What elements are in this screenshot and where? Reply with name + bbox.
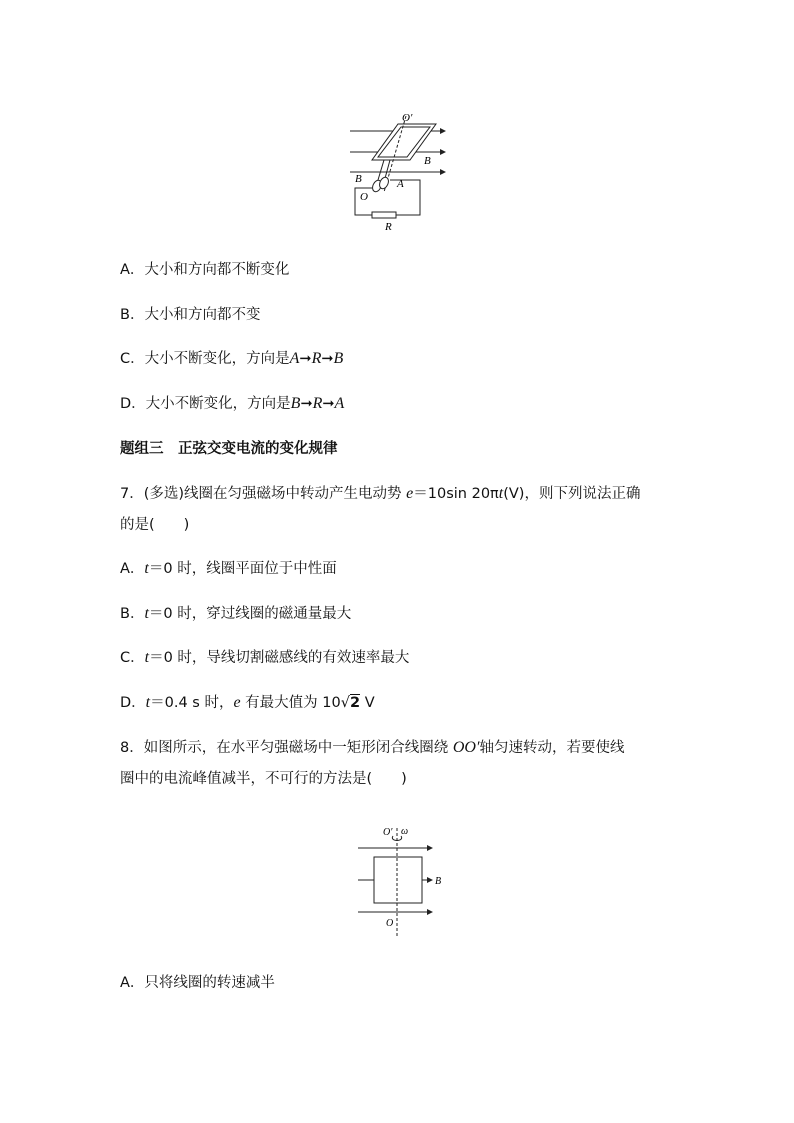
option-text: 有最大值为 10 xyxy=(240,695,341,711)
axis-oo: OO′ xyxy=(452,739,480,756)
var-t: t xyxy=(498,485,504,502)
option-letter: A． xyxy=(120,561,145,577)
option-7b xyxy=(120,603,351,625)
label-b-brush: B xyxy=(355,173,362,185)
sqrt-radicand: 2 xyxy=(350,695,361,711)
var-t: t xyxy=(145,694,151,711)
option-letter: C． xyxy=(120,650,145,666)
resistor xyxy=(372,212,396,218)
label-a-brush: A xyxy=(397,178,404,190)
option-letter: C． xyxy=(120,351,145,367)
coil xyxy=(374,857,422,903)
option-6a xyxy=(120,259,289,281)
coil-diagram xyxy=(350,822,445,942)
section-title: 题组三 正弦交变电流的变化规律 xyxy=(120,441,338,457)
sqrt-icon: √ xyxy=(340,695,350,711)
arrow-icon: ➞ xyxy=(300,396,313,412)
option-letter: D． xyxy=(120,396,146,412)
option-text: ＝0 时，导线切割磁感线的有效速率最大 xyxy=(149,650,410,666)
option-text: 大小和方向都不断变化 xyxy=(144,262,290,278)
option-text: ＝0 时，穿过线圈的磁通量最大 xyxy=(148,606,352,622)
path-mid: R xyxy=(311,350,322,367)
generator-diagram xyxy=(340,108,460,236)
label-r: R xyxy=(385,221,392,233)
arrow-icon: ➞ xyxy=(299,351,312,367)
var-t: t xyxy=(144,560,149,577)
arrow-icon: ➞ xyxy=(322,396,335,412)
var-e: e xyxy=(406,485,414,502)
question-7-line2: 的是( ) xyxy=(120,517,190,533)
option-letter: D． xyxy=(120,695,146,711)
q7-stem-end: ，则下列说法正确 xyxy=(524,486,641,502)
question-7-line1 xyxy=(120,483,640,505)
option-7d xyxy=(120,692,375,714)
path-end: A xyxy=(334,395,345,412)
var-t: t xyxy=(144,605,149,622)
option-text: 大小不断变化，方向是 xyxy=(144,351,290,367)
q7-equation: ＝10sin 20π xyxy=(413,486,499,502)
option-6b xyxy=(120,304,260,326)
option-text: ＝0 时，线圈平面位于中性面 xyxy=(148,561,337,577)
label-o: O xyxy=(360,191,368,203)
option-letter: B． xyxy=(120,606,145,622)
option-8a xyxy=(120,972,275,994)
path-start: B xyxy=(290,395,301,412)
option-text: 大小和方向都不变 xyxy=(144,307,261,323)
arrow-icon: ➞ xyxy=(321,351,334,367)
option-letter: A． xyxy=(120,262,145,278)
q8-stem: 8．如图所示，在水平匀强磁场中一矩形闭合线圈绕 xyxy=(120,740,453,756)
label-o-prime: O′ xyxy=(402,112,413,124)
var-e: e xyxy=(233,694,241,711)
option-7a xyxy=(120,558,337,580)
label-o-prime: O′ xyxy=(383,827,393,838)
option-6c xyxy=(120,348,343,370)
path-start: A xyxy=(289,350,300,367)
q7-unit: (V) xyxy=(503,486,525,502)
question-8-line2: 圈中的电流峰值减半，不可行的方法是( ) xyxy=(120,771,407,787)
option-7c xyxy=(120,647,409,669)
option-unit: V xyxy=(360,695,375,711)
label-b-field: B xyxy=(424,155,431,167)
q7-stem: 7．(多选)线圈在匀强磁场中转动产生电动势 xyxy=(120,486,407,502)
label-b: B xyxy=(435,876,442,887)
label-omega: ω xyxy=(401,826,409,837)
label-o: O xyxy=(386,918,394,929)
path-end: B xyxy=(333,350,344,367)
path-mid: R xyxy=(312,395,323,412)
var-t: t xyxy=(144,649,150,666)
option-text: 只将线圈的转速减半 xyxy=(144,975,275,991)
option-text: ＝0.4 s 时， xyxy=(150,695,234,711)
option-text: 大小不断变化，方向是 xyxy=(145,396,291,412)
option-letter: A． xyxy=(120,975,145,991)
question-8-line1 xyxy=(120,737,624,759)
option-letter: B． xyxy=(120,307,145,323)
option-6d xyxy=(120,393,344,415)
q8-stem-end: 轴匀速转动，若要使线 xyxy=(479,740,625,756)
